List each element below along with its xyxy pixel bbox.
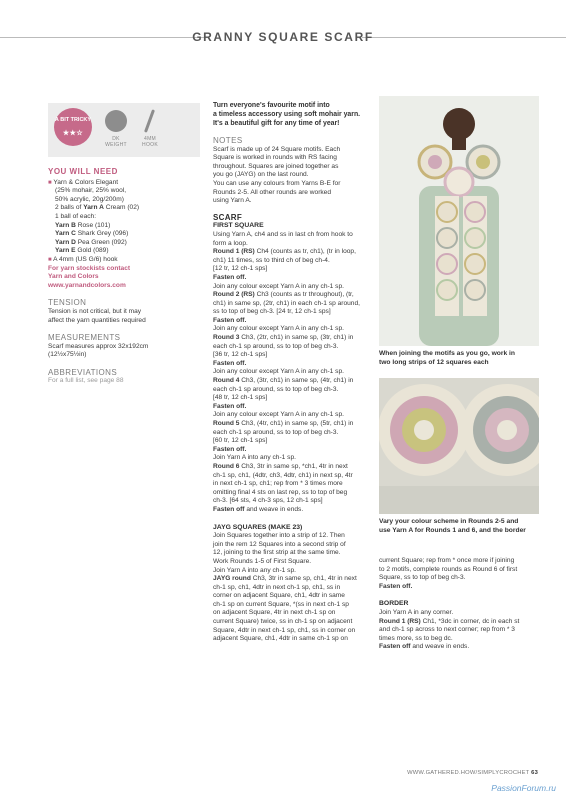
stockists-line-1: For yarn stockists contact — [48, 264, 131, 272]
intro-line: It's a beautiful gift for any time of year! — [213, 120, 340, 127]
jayg-line-text: ch-1 sp, ch1, 4dtr in next ch-1 sp, ch1, ss in — [213, 583, 341, 591]
border-line-text: Join Yarn A in any corner. — [379, 608, 454, 616]
scarf-line-text: Ch3, (4tr, ch1) in same sp, (5tr, ch1) in — [239, 420, 354, 427]
continued-line — [379, 574, 539, 583]
continued-body — [379, 557, 539, 591]
you-will-need-section — [48, 168, 203, 386]
continued-line — [379, 557, 539, 566]
caption-line: two long strips of 12 squares each — [379, 358, 489, 366]
you-will-need-heading: YOU WILL NEED — [48, 167, 118, 176]
jayg-line — [213, 541, 373, 550]
scarf-line — [213, 463, 373, 472]
scarf-line — [213, 325, 373, 334]
jayg-line — [213, 601, 373, 610]
yarn-composition-2: 50% acrylic, 20g/200m) — [55, 195, 124, 203]
scarf-line-text: ch1) 11 times, ss to third ch of beg ch-4. — [213, 256, 330, 264]
stockists-url[interactable]: www.yarnandcolors.com — [48, 281, 126, 289]
scarf-line-text: omitting final 4 sts on last rep, ss to top of beg — [213, 488, 348, 496]
scarf-line-label: Fasten off. — [213, 359, 247, 367]
jayg-line-text: Work Rounds 1-5 of First Square. — [213, 557, 312, 565]
scarf-line — [213, 386, 373, 395]
border-instructions — [379, 609, 539, 652]
yarn-d-label: Yarn D — [55, 238, 76, 246]
yarn-e-label: Yarn E — [55, 247, 76, 255]
intro-line: a timeless accessory using soft mohair yarn. — [213, 111, 361, 118]
continued-line-text: current Square; rep from * once more if joining — [379, 557, 515, 564]
scarf-line-text: Using Yarn A, ch4 and ss in last ch from hook to — [213, 230, 353, 238]
yarn-c-label: Yarn C — [55, 230, 76, 238]
difficulty-badge — [54, 108, 92, 146]
scarf-line-label: Fasten off — [213, 505, 245, 513]
jayg-instructions — [213, 532, 373, 644]
border-line-label: Round 1 (RS) — [379, 617, 421, 625]
jayg-line — [213, 609, 373, 618]
yarn-brand: Yarn & Colors Elegant — [53, 178, 119, 186]
yarn-ball-icon — [105, 110, 127, 132]
jayg-line-text: Join Yarn A into any ch-1 sp. — [213, 566, 296, 574]
scarf-instructions — [213, 231, 373, 515]
scarf-line-label: Fasten off. — [213, 445, 247, 453]
scarf-line-text: in next ch-1 sp, ch1; rep from * 3 times more — [213, 480, 343, 488]
scarf-line-text: Join any colour except Yarn A in any ch-1 sp. — [213, 282, 344, 290]
tension-heading: TENSION — [48, 298, 87, 308]
tension-text-1: Tension is not critical, but it may — [48, 307, 142, 315]
notes-line: Scarf is made up of 24 Square motifs. Each — [213, 145, 341, 153]
border-heading: BORDER — [379, 600, 409, 608]
scarf-line — [213, 411, 373, 420]
hook-label-line1: 4MM — [143, 136, 156, 142]
scarf-line — [213, 360, 373, 369]
scarf-line — [213, 497, 373, 506]
scarf-line-text: each ch-1 sp around, ss to top of beg ch-3. — [213, 342, 339, 350]
scarf-line — [213, 480, 373, 489]
scarf-line — [213, 308, 373, 317]
yarn-c-line — [48, 230, 203, 239]
continued-line — [379, 583, 539, 592]
jayg-line — [213, 635, 373, 644]
hook-label — [134, 136, 166, 148]
scarf-line — [213, 437, 373, 446]
scarf-line-text: Ch3, (3tr, ch1) in same sp, (4tr, ch1) in — [239, 377, 354, 385]
difficulty-stars: ★★☆ — [62, 130, 84, 137]
measurements-heading: MEASUREMENTS — [48, 333, 121, 343]
scarf-line — [213, 472, 373, 481]
first-square-heading: FIRST SQUARE — [213, 222, 264, 230]
scarf-line — [213, 231, 373, 240]
photo-caption-1 — [379, 350, 539, 368]
watermark: PassionForum.ru — [491, 783, 556, 793]
yarn-e-name: Gold (089) — [75, 247, 109, 255]
measurements-text-2: (12½x75½in) — [48, 351, 87, 359]
bullet-icon: ■ — [48, 179, 52, 186]
scarf-line — [213, 343, 373, 352]
intro-line: Turn everyone's favourite motif into — [213, 102, 330, 109]
jayg-line-label: JAYG round — [213, 575, 251, 583]
border-line — [379, 618, 539, 627]
jayg-line-text: corner on adjacent Square, ch1, 4dtr in same — [213, 592, 345, 600]
scarf-line — [213, 420, 373, 429]
scarf-line-label: Fasten off. — [213, 316, 247, 324]
hook-line: A 4mm (US G/6) hook — [53, 255, 118, 263]
notes-line: using Yarn A. — [213, 197, 252, 205]
notes-line: Square is worked in rounds with RS facing — [213, 154, 337, 162]
scarf-line — [213, 265, 373, 274]
border-line-label: Fasten off — [379, 643, 411, 651]
scarf-line — [213, 334, 373, 343]
scarf-line-label: Round 1 (RS) — [213, 248, 255, 256]
jayg-line-text: Join Squares together into a strip of 12. Then — [213, 532, 345, 540]
scarf-model-photo — [379, 96, 539, 346]
scarf-line-label: Round 2 (RS) — [213, 291, 255, 299]
yarn-b-name: Rose (101) — [75, 221, 111, 229]
scarf-line-text: [48 tr, 12 ch-1 sps] — [213, 394, 268, 402]
scarf-line-text: Ch3, 3tr in same sp, *ch1, 4tr in next — [239, 462, 348, 470]
photo-caption-2 — [379, 518, 539, 536]
continued-line-text: Square, ss to top of beg ch-3. — [379, 574, 466, 582]
scarf-line — [213, 283, 373, 292]
jayg-line-text: on adjacent Square, 4tr in next ch-1 sp on — [213, 609, 336, 617]
motif-closeup-photo — [379, 378, 539, 514]
jayg-line — [213, 627, 373, 636]
scarf-line-text: and weave in ends. — [244, 505, 304, 513]
jayg-line — [213, 567, 373, 576]
scarf-line-text: Join any colour except Yarn A in any ch-1 sp. — [213, 368, 344, 376]
scarf-line-text: [12 tr, 12 ch-1 sps] — [213, 265, 268, 273]
yarn-b-line — [48, 222, 203, 231]
yarn-a-pre: 2 balls of — [55, 204, 84, 212]
page-number: 63 — [531, 770, 538, 776]
scarf-line — [213, 274, 373, 283]
yarn-a-label: Yarn A — [83, 204, 104, 212]
scarf-line — [213, 489, 373, 498]
border-line — [379, 609, 539, 618]
scarf-line-text: Join Yarn A into any ch-1 sp. — [213, 454, 296, 462]
each-line: 1 ball of each: — [55, 212, 97, 220]
border-line-text: and ch-1 sp across to next corner; rep from * 3 — [379, 626, 515, 634]
continued-instructions — [379, 557, 539, 652]
scarf-line-text: Ch3 (counts as tr throughout), (tr, — [254, 291, 354, 299]
scarf-line-label: Round 5 — [213, 420, 240, 427]
closeup-photo-illustration — [379, 378, 539, 514]
yarn-a-line — [48, 204, 203, 213]
tension-text-2: affect the yarn quantities required — [48, 316, 146, 324]
jayg-line — [213, 618, 373, 627]
jayg-line — [213, 592, 373, 601]
yarn-e-line — [48, 247, 203, 256]
scarf-line-text: ch-1 sp, ch1, (4dtr, ch3, 4dtr, ch1) in next sp, 4tr — [213, 471, 353, 479]
weight-label-line2: WEIGHT — [105, 142, 127, 148]
scarf-line-label: Round 3 — [213, 334, 240, 342]
footer-url[interactable]: WWW.GATHERED.HOW/SIMPLYCROCHET — [407, 770, 530, 776]
jayg-line — [213, 549, 373, 558]
yarn-composition-1: (25% mohair, 25% wool, — [55, 187, 127, 195]
scarf-line — [213, 368, 373, 377]
jayg-line-text: ch-1 sp on current Square, *(ss in next ch-1 sp — [213, 600, 349, 608]
scarf-line — [213, 394, 373, 403]
yarn-b-label: Yarn B — [55, 221, 76, 229]
caption-line: use Yarn A for Rounds 1 and 6, and the border — [379, 526, 526, 534]
border-line-text: times more, ss to beg dc. — [379, 634, 453, 642]
stockists-line-2: Yarn and Colors — [48, 273, 99, 281]
jayg-line — [213, 584, 373, 593]
jayg-line — [213, 558, 373, 567]
jayg-line — [213, 575, 373, 584]
scarf-line — [213, 506, 373, 515]
border-line — [379, 626, 539, 635]
footer — [407, 770, 538, 776]
scarf-line-text: ss to top of beg ch-3. [24 tr, 12 ch-1 sps] — [213, 308, 331, 316]
scarf-line-text: form a loop. — [213, 239, 248, 247]
notes-line: You can use any colours from Yarns B-E for — [213, 179, 341, 187]
scarf-line-label: Fasten off. — [213, 402, 247, 410]
scarf-heading: SCARF — [213, 212, 243, 222]
notes-line: Rounds 2-5. All other rounds are worked — [213, 188, 332, 196]
border-line-text: Ch1, *3dc in corner, dc in each st — [420, 617, 520, 625]
scarf-line — [213, 429, 373, 438]
hook-label-line2: HOOK — [142, 142, 158, 148]
border-line — [379, 643, 539, 652]
scarf-line — [213, 240, 373, 249]
yarn-d-line — [48, 239, 203, 248]
scarf-line-text: Join any colour except Yarn A in any ch-1 sp. — [213, 325, 344, 333]
abbreviations-text: For a full list, see page 88 — [48, 377, 124, 385]
scarf-line-label: Round 6 — [213, 462, 240, 470]
scarf-line-text: Ch3, (2tr, ch1) in same sp, (3tr, ch1) in — [239, 334, 354, 342]
scarf-line-label: Round 4 — [213, 377, 240, 385]
scarf-line-text: [36 tr, 12 ch-1 sps] — [213, 351, 268, 359]
scarf-line-text: ch1) in same sp, (2tr, ch1) in each ch-1 sp around, — [213, 299, 360, 307]
scarf-line-label: Fasten off. — [213, 273, 247, 281]
jayg-line-text: 12, joining to the first strip at the same time. — [213, 549, 341, 557]
jayg-heading: JAYG SQUARES (MAKE 23) — [213, 523, 303, 531]
notes-heading: NOTES — [213, 136, 243, 145]
scarf-line — [213, 291, 373, 300]
model-photo-illustration — [379, 96, 539, 346]
scarf-line — [213, 317, 373, 326]
continued-line-text: to 2 motifs, complete rounds as Round 6 of first — [379, 565, 518, 573]
scarf-line — [213, 454, 373, 463]
bullet-icon: ■ — [48, 256, 52, 263]
scarf-line-text: ch-3. [64 sts, 4 ch-3 sps, 12 ch-1 sps] — [213, 497, 323, 505]
caption-line: Vary your colour scheme in Rounds 2-5 and — [379, 518, 519, 525]
scarf-line-text: Ch4 (counts as tr, ch1), (tr in loop, — [254, 248, 356, 256]
jayg-line-text: adjacent Square, ch1, 4dtr in same ch-1 sp on — [213, 635, 348, 643]
notes-line: throughout. Squares are joined together as — [213, 162, 339, 170]
jayg-line — [213, 532, 373, 541]
jayg-line-text: join the rem 12 Squares into a second strip of — [213, 540, 346, 548]
pattern-column — [213, 101, 373, 644]
scarf-line-text: each ch-1 sp around, ss to top of beg ch-3. — [213, 385, 339, 393]
yarn-a-post: Cream (02) — [103, 204, 140, 212]
scarf-line — [213, 351, 373, 360]
jayg-line-text: Ch3, 3tr in same sp, ch1, 4tr in next — [250, 575, 357, 583]
notes-line: you go (JAYG) on the last round. — [213, 171, 309, 179]
page-title: GRANNY SQUARE SCARF — [192, 30, 374, 44]
caption-line: When joining the motifs as you go, work in — [379, 350, 515, 357]
yarn-d-name: Pea Green (092) — [75, 238, 127, 246]
measurements-text-1: Scarf measures approx 32x192cm — [48, 342, 149, 350]
notes-body — [213, 146, 373, 206]
scarf-line-text: Join any colour except Yarn A in any ch-1 sp. — [213, 411, 344, 419]
scarf-line — [213, 248, 373, 257]
scarf-line-text: [60 tr, 12 ch-1 sps] — [213, 437, 268, 445]
jayg-line-text: current Square) twice, ss in ch-1 sp on adjacent — [213, 618, 353, 626]
scarf-line-text: each ch-1 sp around, ss to top of beg ch-3. — [213, 428, 339, 436]
yarn-c-name: Shark Grey (096) — [75, 230, 129, 238]
border-line-text: and weave in ends. — [410, 643, 470, 651]
scarf-line — [213, 300, 373, 309]
border-line — [379, 635, 539, 644]
continued-line-label: Fasten off. — [379, 582, 413, 590]
weight-label — [100, 136, 132, 148]
scarf-line — [213, 446, 373, 455]
difficulty-label: A BIT TRICKY — [54, 117, 92, 123]
continued-line — [379, 566, 539, 575]
scarf-line — [213, 257, 373, 266]
jayg-line-text: Square, 4dtr in next ch-1 sp, ch1, ss in corner on — [213, 626, 356, 634]
scarf-line — [213, 377, 373, 386]
scarf-line — [213, 403, 373, 412]
abbreviations-heading: ABBREVIATIONS — [48, 367, 118, 377]
weight-label-line1: DK — [112, 136, 120, 142]
intro-text — [213, 101, 373, 128]
